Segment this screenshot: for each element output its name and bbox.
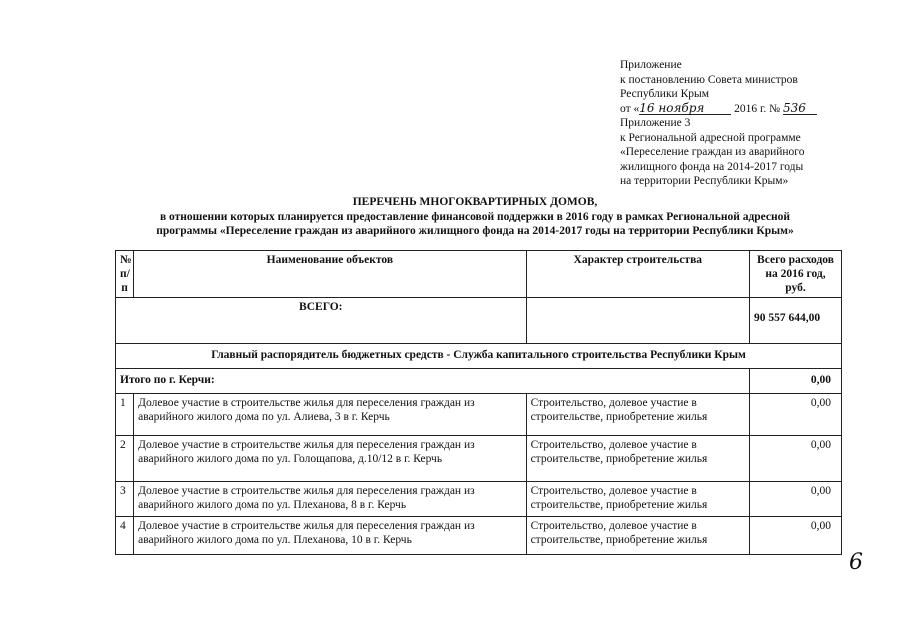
row-type: Строительство, долевое участие в строительстве, приобретение жилья [526,517,749,555]
city-total-value: 0,00 [750,369,842,394]
total-value: 90 557 644,00 [750,298,842,344]
row-name: Долевое участие в строительстве жилья для переселения граждан из аварийного жилого дома по ул. Голощапова, д.10/12 в г. Керчь [134,436,526,482]
appendix-line: к постановлению Совета министров [620,73,798,86]
header-name: Наименование объектов [134,251,526,298]
table-row [116,517,842,555]
city-total-row [116,369,842,394]
row-type: Строительство, долевое участие в строительстве, приобретение жилья [526,436,749,482]
appendix-line: «Переселение граждан из аварийного [620,146,805,158]
row-value: 0,00 [750,394,842,436]
row-type: Строительство, долевое участие в строительстве, приобретение жилья [526,482,749,517]
title-sub: в отношении которых планируется предоставление финансовой поддержки в 2016 году в рамках Региональной адресной [159,210,791,223]
table-row [116,482,842,517]
title-sub: программы «Переселение граждан из аварийного жилищного фонда на 2014-2017 годы на территории Республики Крым» [156,225,794,237]
total-row [116,298,842,344]
row-type: Строительство, долевое участие в строительстве, приобретение жилья [526,394,749,436]
header-num: № п/п [116,251,134,298]
row-num: 4 [116,517,134,555]
header-total: Всего расходов на 2016 год, руб. [750,251,842,298]
appendix-line: к Региональной адресной программе [620,131,801,144]
table-row [116,394,842,436]
total-empty [526,298,749,344]
row-name: Долевое участие в строительстве жилья для переселения граждан из аварийного жилого дома по ул. Алиева, 3 в г. Керчь [134,394,526,436]
document-title [110,195,840,239]
appendix-block [620,58,880,189]
date-suffix: 2016 г. № [731,102,781,115]
table-header-row [116,251,842,298]
row-value: 0,00 [750,436,842,482]
section-title: Главный распорядитель бюджетных средств - Служба капитального строительства Республики Крым [116,344,842,369]
row-name: Долевое участие в строительстве жилья для переселения граждан из аварийного жилого дома по ул. Плеханова, 10 в г. Керчь [134,517,526,555]
section-row [116,344,842,369]
handwritten-date: 16 ноября [639,102,731,115]
row-num: 1 [116,394,134,436]
city-total-label: Итого по г. Керчи: [116,369,750,394]
handwritten-number: 536 [783,102,817,115]
appendix-line: на территории Республики Крым» [620,175,789,187]
houses-table [115,250,842,555]
row-value: 0,00 [750,517,842,555]
row-name: Долевое участие в строительстве жилья для переселения граждан из аварийного жилого дома по ул. Плеханова, 8 в г. Керчь [134,482,526,517]
appendix-date-line [620,102,880,117]
table-row [116,436,842,482]
handwritten-page-number: 6 [849,550,863,575]
appendix-line: жилищного фонда на 2014-2017 годы [620,160,804,173]
row-num: 2 [116,436,134,482]
appendix-line: Республики Крым [620,88,709,100]
row-num: 3 [116,482,134,517]
date-prefix: от « [620,102,640,115]
appendix-line: Приложение 3 [620,117,691,129]
appendix-line: Приложение [620,59,682,71]
total-label: ВСЕГО: [116,298,527,344]
row-value: 0,00 [750,482,842,517]
header-type: Характер строительства [526,251,749,298]
title-main: ПЕРЕЧЕНЬ МНОГОКВАРТИРНЫХ ДОМОВ, [352,196,598,208]
